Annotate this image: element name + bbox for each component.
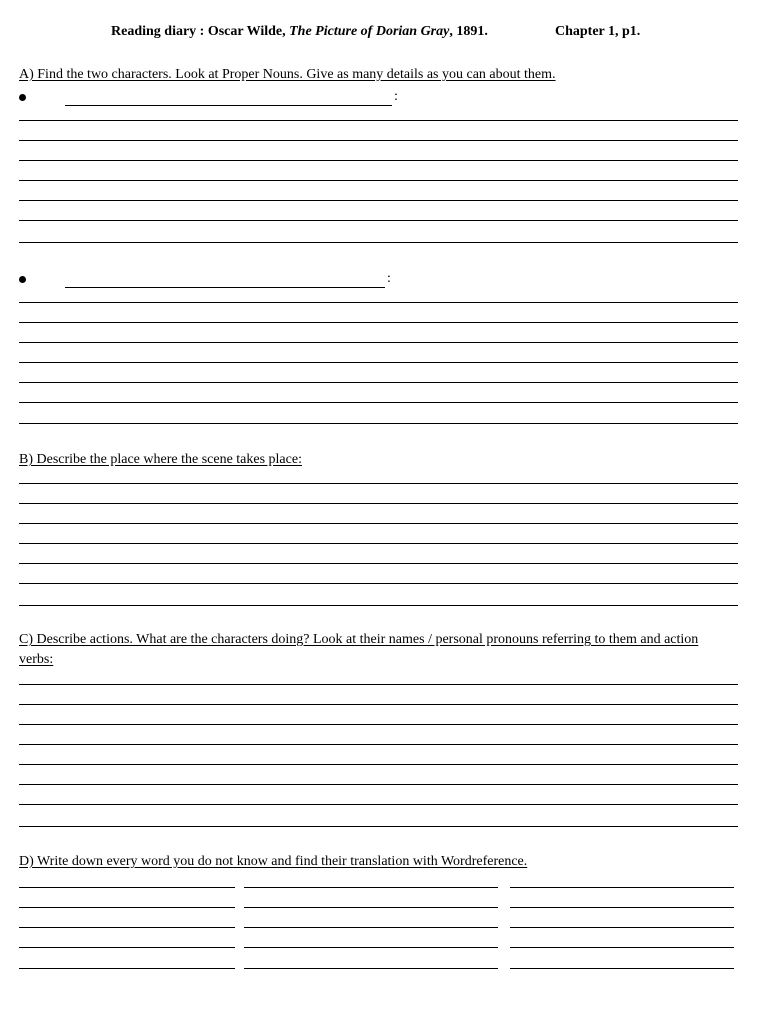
title-suffix: , 1891. [449, 24, 488, 39]
writing-line[interactable] [19, 382, 738, 383]
vocab-blank[interactable] [510, 887, 734, 888]
writing-line[interactable] [19, 483, 738, 484]
section-c-heading: C) Describe actions. What are the characters doing? Look at their names / personal pronouns referring to them and action verbs: [19, 632, 699, 667]
writing-line[interactable] [19, 140, 738, 141]
writing-line[interactable] [19, 523, 738, 524]
writing-line[interactable] [19, 402, 738, 403]
writing-line[interactable] [19, 744, 738, 745]
vocab-blank[interactable] [244, 968, 498, 969]
colon: : [394, 89, 398, 104]
page-title [0, 24, 768, 44]
character-2-name-blank[interactable] [65, 274, 385, 288]
colon: : [387, 271, 391, 286]
section-d-heading: D) Write down every word you do not know and find their translation with Wordreference. [19, 854, 528, 869]
writing-line[interactable] [19, 362, 738, 363]
vocab-blank[interactable] [244, 947, 498, 948]
vocab-blank[interactable] [19, 947, 235, 948]
vocab-blank[interactable] [510, 907, 734, 908]
writing-line[interactable] [19, 423, 738, 424]
writing-line[interactable] [19, 503, 738, 504]
writing-line[interactable] [19, 242, 738, 243]
vocab-blank[interactable] [510, 947, 734, 948]
writing-line[interactable] [19, 302, 738, 303]
writing-line[interactable] [19, 200, 738, 201]
writing-line[interactable] [19, 543, 738, 544]
book-title: The Picture of Dorian Gray [289, 24, 450, 39]
vocab-blank[interactable] [244, 907, 498, 908]
writing-line[interactable] [19, 826, 738, 827]
vocab-blank[interactable] [19, 907, 235, 908]
vocab-blank[interactable] [244, 887, 498, 888]
character-1-name-blank[interactable] [65, 92, 392, 106]
writing-line[interactable] [19, 724, 738, 725]
writing-line[interactable] [19, 220, 738, 221]
writing-line[interactable] [19, 180, 738, 181]
character-1-bullet [19, 89, 419, 108]
title-main [111, 24, 488, 40]
vocab-blank[interactable] [19, 927, 235, 928]
vocab-blank[interactable] [244, 927, 498, 928]
writing-line[interactable] [19, 342, 738, 343]
writing-line[interactable] [19, 764, 738, 765]
writing-line[interactable] [19, 605, 738, 606]
title-prefix: Reading diary : Oscar Wilde, [111, 24, 290, 39]
vocab-blank[interactable] [19, 887, 235, 888]
chapter-label: Chapter 1, p1. [555, 24, 641, 39]
section-b-heading: B) Describe the place where the scene takes place: [19, 452, 302, 467]
writing-line[interactable] [19, 563, 738, 564]
bullet-dot [19, 94, 26, 101]
writing-line[interactable] [19, 804, 738, 805]
writing-line[interactable] [19, 784, 738, 785]
writing-line[interactable] [19, 322, 738, 323]
vocab-blank[interactable] [510, 968, 734, 969]
writing-line[interactable] [19, 120, 738, 121]
writing-line[interactable] [19, 704, 738, 705]
writing-line[interactable] [19, 160, 738, 161]
vocab-blank[interactable] [510, 927, 734, 928]
writing-line[interactable] [19, 684, 738, 685]
vocab-blank[interactable] [19, 968, 235, 969]
section-a-heading: A) Find the two characters. Look at Proper Nouns. Give as many details as you can about them. [19, 67, 556, 82]
bullet-dot [19, 276, 26, 283]
character-2-bullet [19, 271, 419, 290]
writing-line[interactable] [19, 583, 738, 584]
